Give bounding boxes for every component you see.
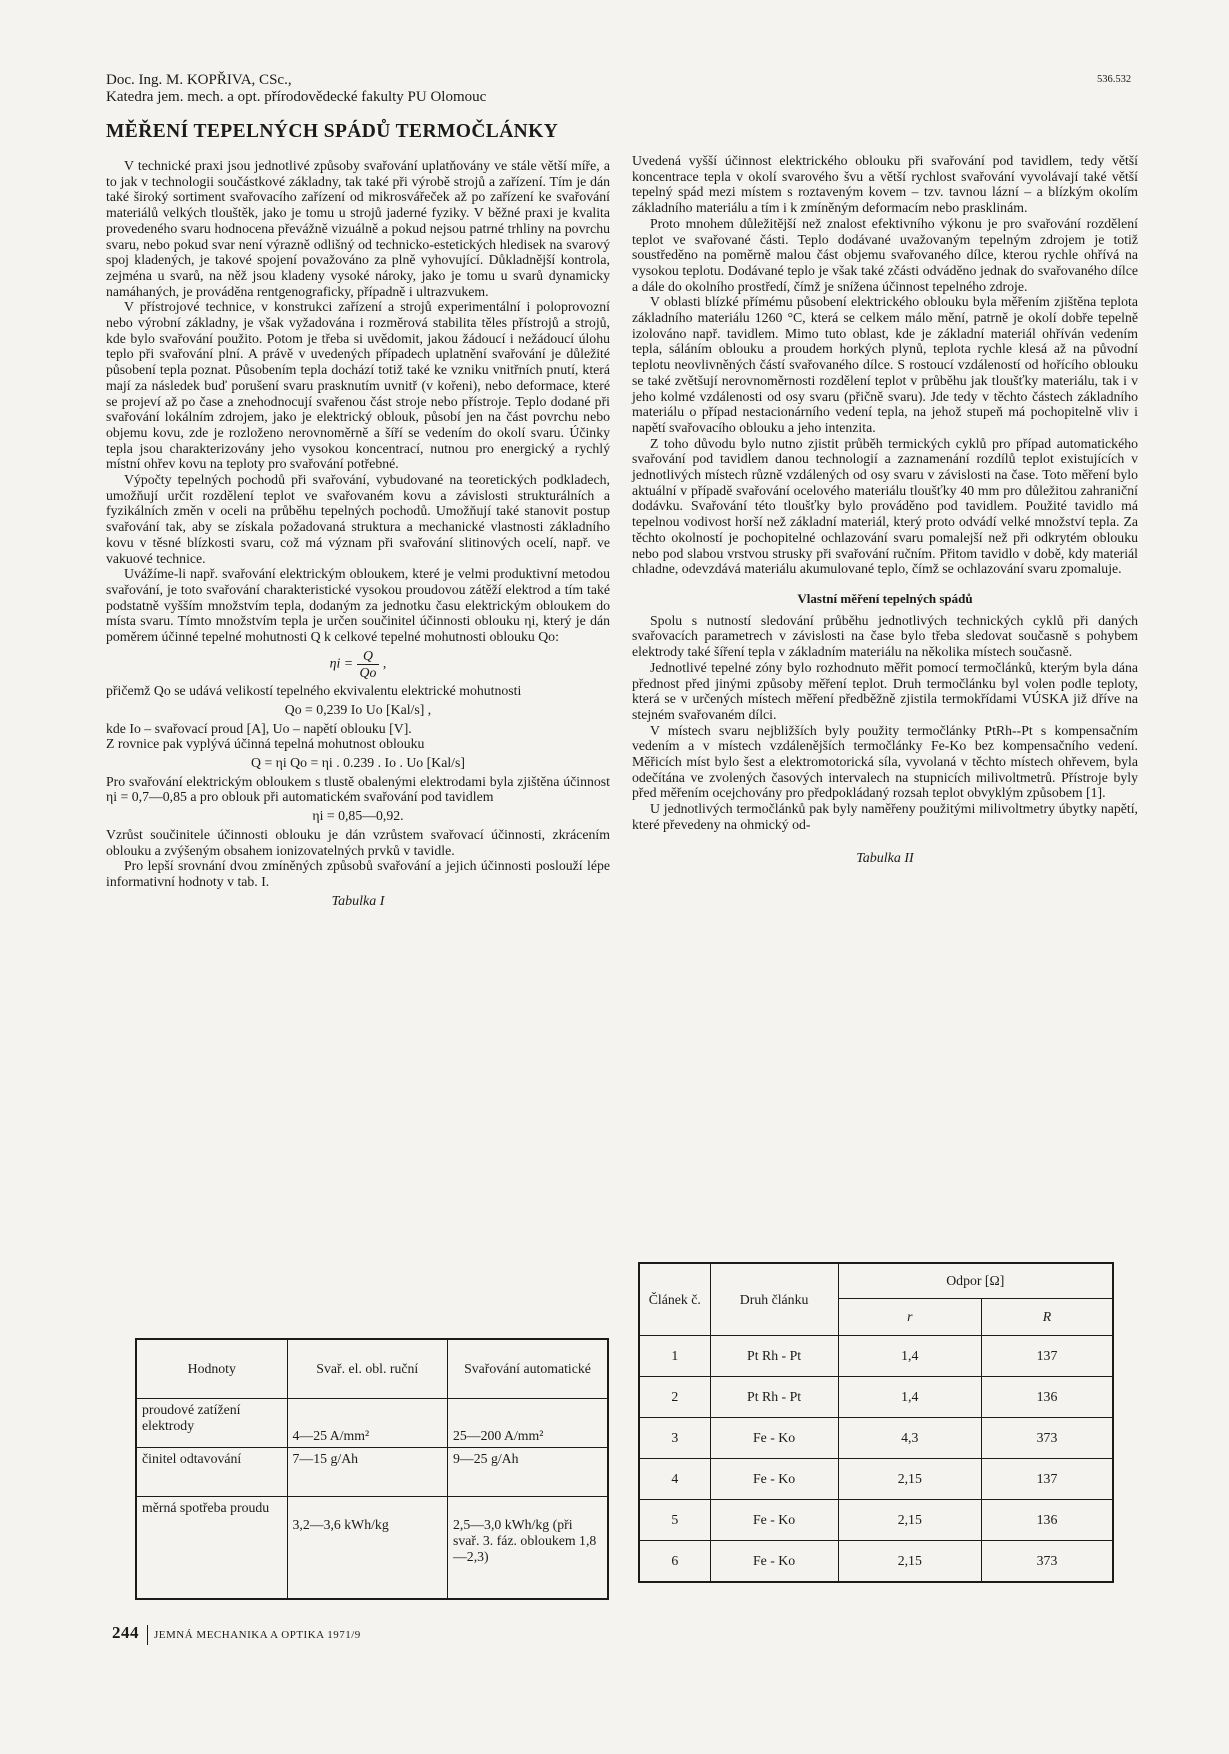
table-cell: Fe - Ko — [710, 1418, 838, 1459]
table-cell: proudové zatížení elektrody — [136, 1399, 287, 1448]
fraction: $\frac{Q}{Qo}$ — [357, 648, 380, 680]
table1 — [135, 1338, 609, 1600]
table-header: r — [838, 1299, 981, 1336]
table-cell: měrná spotřeba proudu — [136, 1497, 287, 1600]
page-number: 244 — [112, 1623, 139, 1642]
journal-name: JEMNÁ MECHANIKA A OPTIKA 1971/9 — [154, 1629, 361, 1641]
table-cell: 4 — [639, 1459, 710, 1500]
table-cell: 5 — [639, 1500, 710, 1541]
table-cell: 373 — [982, 1541, 1114, 1583]
table-header: Druh článku — [710, 1263, 838, 1336]
table-cell: 2,15 — [838, 1459, 981, 1500]
table-cell: 2,5—3,0 kWh/kg (při svař. 3. fáz. obloukem 1,8—2,3) — [448, 1497, 609, 1600]
table-cell: 373 — [982, 1418, 1114, 1459]
right-column — [632, 153, 1138, 866]
paragraph: Spolu s nutností sledování průběhu jednotlivých technických cyklů při daných svařovacích parametrech v závislosti na čase bylo třeba sledovat současně s pohybem elektrody také šíření tepla v základním materiálu na několika místech současně. — [632, 612, 1138, 660]
paragraph: Uvážíme-li např. svařování elektrickým obloukem, které je velmi produktivní metodou svařování, je toto svařování charakteristické vysokou proudovou zátěží elektrod a tím také podstatně vyšším množstvím tepla, dodaným za jednotku času elektrickým obloukem do místa svaru. Tímto množstvím tepla je určen součinitel účinnosti oblouku ηi, který je dán poměrem účinné tepelné mohutnosti Q k celkové tepelné mohutnosti oblouku Qo: — [106, 566, 610, 645]
article-title: MĚŘENÍ TEPELNÝCH SPÁDŮ TERMOČLÁNKY — [106, 121, 559, 142]
table-cell: Pt Rh - Pt — [710, 1336, 838, 1377]
section-heading: Vlastní měření tepelných spádů — [797, 590, 973, 606]
table-row — [136, 1497, 608, 1600]
table-header: Hodnoty — [136, 1339, 287, 1399]
author-block — [106, 72, 486, 106]
footer-divider — [147, 1625, 148, 1645]
paragraph: kde Io – svařovací proud [A], Uo – napětí oblouku [V]. — [106, 720, 412, 736]
table-cell: 1,4 — [838, 1336, 981, 1377]
table-cell: 2,15 — [838, 1541, 981, 1583]
paragraph: přičemž Qo se udává velikostí tepelného ekvivalentu elektrické mohutnosti — [106, 683, 522, 699]
table-header: Odpor [Ω] — [838, 1263, 1113, 1299]
paragraph: Pro svařování elektrickým obloukem s tlustě obalenými elektrodami byla zjištěna účinnost ηi = 0,7—0,85 a pro oblouk při automatickém svařování pod tavidlem — [106, 773, 610, 805]
table-row — [639, 1459, 1113, 1500]
table-cell: 6 — [639, 1541, 710, 1583]
table-cell: 137 — [982, 1336, 1114, 1377]
table-cell: 136 — [982, 1377, 1114, 1418]
table-cell: 3,2—3,6 kWh/kg — [287, 1497, 447, 1600]
table-cell: 9—25 g/Ah — [448, 1448, 609, 1497]
paragraph: V technické praxi jsou jednotlivé způsoby svařování uplatňovány ve stále větší míře, a to jak v technologii součástkové základny, tak také při výrobě strojů a zařízení. Tím je dán také široký sortiment svařovacího zařízení od mikrosvářeček až po zařízení ke svařování materiálů velkých tlouštěk, jako je tomu u strojů jaderné fyziky. V běžné praxi je kvalita provedeného svaru hodnocena převážně vizuálně a pokud nejsou patrné trhliny na povrchu svaru, nebo pokud svar není výrazně odlišný od technicko-estetických hledisek na svarový spoj kladených, je takové spojení považováno za plně vyhovující. Důkladnější kontrola, zejména u svarů, na něž jsou kladeny vysoké nároky, jako je tomu u svarů dynamicky namáhaných, je prováděna rentgenograficky, případně i ultrazvukem. — [106, 158, 610, 299]
table-row — [639, 1500, 1113, 1541]
table-cell: 2 — [639, 1377, 710, 1418]
table-row — [639, 1336, 1113, 1377]
equation-efficiency-range: ηi = 0,85—0,92. — [312, 808, 404, 824]
table-header-row — [136, 1339, 608, 1399]
table-header-row — [639, 1263, 1113, 1299]
table-cell: 137 — [982, 1459, 1114, 1500]
table-cell: 2,15 — [838, 1500, 981, 1541]
paragraph: Výpočty tepelných pochodů při svařování, vybudované na teoretických podkladech, umožňují určit rozdělení teplot ve svařovaném kovu a závislosti strukturálních a fyzikálních změn v oceli na průběhu tepelných pochodů. Umožňují také stanovit postup svařování tak, aby se získala požadovaná struktura a mechanické vlastnosti základního kovu v těsné blízkosti svaru, což má význam při svařování slitinových ocelí, např. ve vakuové technice. — [106, 472, 610, 566]
table-cell: 136 — [982, 1500, 1114, 1541]
table-header: R — [982, 1299, 1114, 1336]
table-cell: Pt Rh - Pt — [710, 1377, 838, 1418]
equation-efficiency: ηi = $\frac{Q}{Qo}$ , — [329, 647, 387, 680]
paragraph: Uvedená vyšší účinnost elektrického oblouku při svařování pod tavidlem, tedy větší koncentrace tepla v okolí svarového švu a větší rychlost svařování vyvolávají také větší tepelný spád mezi místem s roztaveným kovem – tzv. tavnou lázní – a blízkým okolím základního materiálu a tím i k zmíněným deformacím nebo prasklinám. — [632, 153, 1138, 216]
table-cell: činitel odtavování — [136, 1448, 287, 1497]
table-cell: 4,3 — [838, 1418, 981, 1459]
table-row — [639, 1541, 1113, 1583]
paragraph: Jednotlivé tepelné zóny bylo rozhodnuto měřit pomocí termočlánků, kterým byla dána přednost před jinými způsoby měření teplot. Druh termočlánku byl volen podle teploty, která se v určených místech měření předběžně zjistila termokřídami VÚSKA již dříve na stejném svařovaném dílci. — [632, 659, 1138, 722]
paragraph: Z toho důvodu bylo nutno zjistit průběh termických cyklů pro případ automatického svařování pod tavidlem danou technologií a zaznamenání rozdílů teplot existujících v jednotlivých místech různě vzdálených od osy svaru v závislosti na čase. Toto měření bylo aktuální v případě svařování ocelového materiálu tloušťky 40 mm pro důležitou zahraniční dodávku. Svařování této tloušťky bylo prováděno pod tavidlem. Použité tavidlo má tepelnou vodivost horší než základní materiál, který proto odvádí velké množství tepla. Za těchto okolností je pochopitelné ochlazování svaru pomalejší než při odkrytém oblouku nebo pod slabou vrstvou strusky při svařování ručním. Přitom tavidlo v době, kdy materiál chladne, odevzdává materiálu akumulované teplo, čímž se ochlazování svaru zpomaluje. — [632, 435, 1138, 577]
table1-caption: Tabulka I — [331, 893, 385, 909]
table-row — [639, 1418, 1113, 1459]
table-row — [136, 1448, 608, 1497]
table-header: Svař. el. obl. ruční — [287, 1339, 447, 1399]
paragraph: Pro lepší srovnání dvou zmíněných způsobů svařování a jejich účinnosti poslouží lépe informativní hodnoty v tab. I. — [106, 858, 610, 889]
left-column — [106, 158, 610, 909]
table-cell: 1 — [639, 1336, 710, 1377]
table-cell: 25—200 A/mm² — [448, 1399, 609, 1448]
paragraph: U jednotlivých termočlánků pak byly naměřeny použitými milivoltmetry úbytky napětí, které převedeny na ohmický od- — [632, 801, 1138, 832]
table-cell: Fe - Ko — [710, 1500, 838, 1541]
table-row — [639, 1377, 1113, 1418]
table-cell: 1,4 — [838, 1377, 981, 1418]
table2 — [638, 1262, 1114, 1583]
equation-effective-power: Q = ηi Qo = ηi . 0.239 . Io . Uo [Kal/s] — [251, 755, 465, 771]
table-cell: 3 — [639, 1418, 710, 1459]
table-header: Článek č. — [639, 1263, 710, 1336]
equation-power: Qo = 0,239 Io Uo [Kal/s] , — [284, 701, 432, 717]
author-affiliation: Katedra jem. mech. a opt. přírodovědecké fakulty PU Olomouc — [106, 89, 487, 105]
table-cell: 4—25 A/mm² — [287, 1399, 447, 1448]
paragraph: Proto mnohem důležitější než znalost efektivního výkonu je pro svařování rozdělení teplot ve svařované části. Teplo dodávané uvažovaným tepelným zdrojem je totiž soustředěno na poměrně malou část objemu svařovaného dílce, kterou rychle ohřívá na vysokou teplotu. Dodávané teplo je však také zčásti odváděno jednak do svařovaného dílce a dále do okolního prostředí, čímž je snížena účinnost tepelného zdroje. — [632, 215, 1138, 294]
paragraph: V přístrojové technice, v konstrukci zařízení a strojů experimentální i poloprovozní nebo výrobní základny, je však vyžadována i rozměrová stabilita těles přístrojů a strojů, kde bylo svařování použito. Potom je třeba si uvědomit, jakou žádoucí i nežádoucí úlohu teplo při svařování plní. A právě v uvedených případech uplatnění svařování je důležité působení tepla poznat. Působením tepla dochází totiž také ke vzniku vnitřních pnutí, která mají za následek buď porušení svaru prasknutím uvnitř (v kořeni), nebo deformace, které se projeví až po čase a znehodnocují svařenou část stroje nebo přístroje. Teplo dodané při svařování lokálním zdrojem, jako je elektrický oblouk, působí jen na část povrchu nebo objemu kovu, zde je rozloženo nerovnoměrně a šíří se vedením do okolí svaru. Účinky tepla jsou charakterizovány jeho vysokou koncentrací, nutnou pro energický a rychlý místní ohřev kovu na teploty pro svařování potřebné. — [106, 299, 610, 472]
table2-caption: Tabulka II — [856, 850, 914, 866]
table-header: Svařování automatické — [448, 1339, 609, 1399]
table-row — [136, 1399, 608, 1448]
paragraph: V oblasti blízké přímému působení elektrického oblouku byla měřením zjištěna teplota základního materiálu 1260 °C, která se celkem málo mění, patrně je okolí dobře tepelně izolováno např. tavidlem. Mimo tuto oblast, kde je základní materiál ohříván vedením tepla, sáláním oblouku a proudem horkých plynů, teplota rychle klesá až na původní teplotu neovlivněných částí svařovaného dílce. S rostoucí vzdáleností od hořícího oblouku se také zvětšují nerovnoměrnosti rozdělení teplot v průběhu jak tloušťky materiálu, tak i v jeho kolmé vzdálenosti od osy svaru (přičně svaru). Jde tedy v těchto částech základního materiálu o případ nestacionárního vedení tepla, na jehož stupeň má pochopitelně vliv i napětí svařovacího oblouku a jeho intenzita. — [632, 294, 1138, 435]
author-name: Doc. Ing. M. KOPŘIVA, CSc., — [106, 72, 292, 88]
paragraph: Vzrůst součinitele účinnosti oblouku je dán vzrůstem svařovací účinnosti, zkrácením oblouku a zvýšeným obsahem ionizovatelných prvků v tavidle. — [106, 826, 610, 858]
paragraph: Z rovnice pak vyplývá účinná tepelná mohutnost oblouku — [106, 736, 425, 752]
udc-code: 536.532 — [1097, 74, 1132, 85]
table-cell: Fe - Ko — [710, 1541, 838, 1583]
table-cell: Fe - Ko — [710, 1459, 838, 1500]
page-footer — [112, 1623, 361, 1645]
table-cell: 7—15 g/Ah — [287, 1448, 447, 1497]
paragraph: V místech svaru nejbližších byly použity termočlánky PtRh--Pt s kompensačním vedením a v místech vzdálenějších termočlánky Fe-Ko bez kompensačního vedení. Měřicích míst bylo šest a elektromotorická síla, vyvolaná v těchto místech ohřevem, byla odečítána ve zvolených časových intervalech na stupnicích milivoltmetrů. Přístroje byly před měřením ocejchovány pro předpokládaný rozsah teplot obvyklým způsobem [1]. — [632, 722, 1138, 801]
